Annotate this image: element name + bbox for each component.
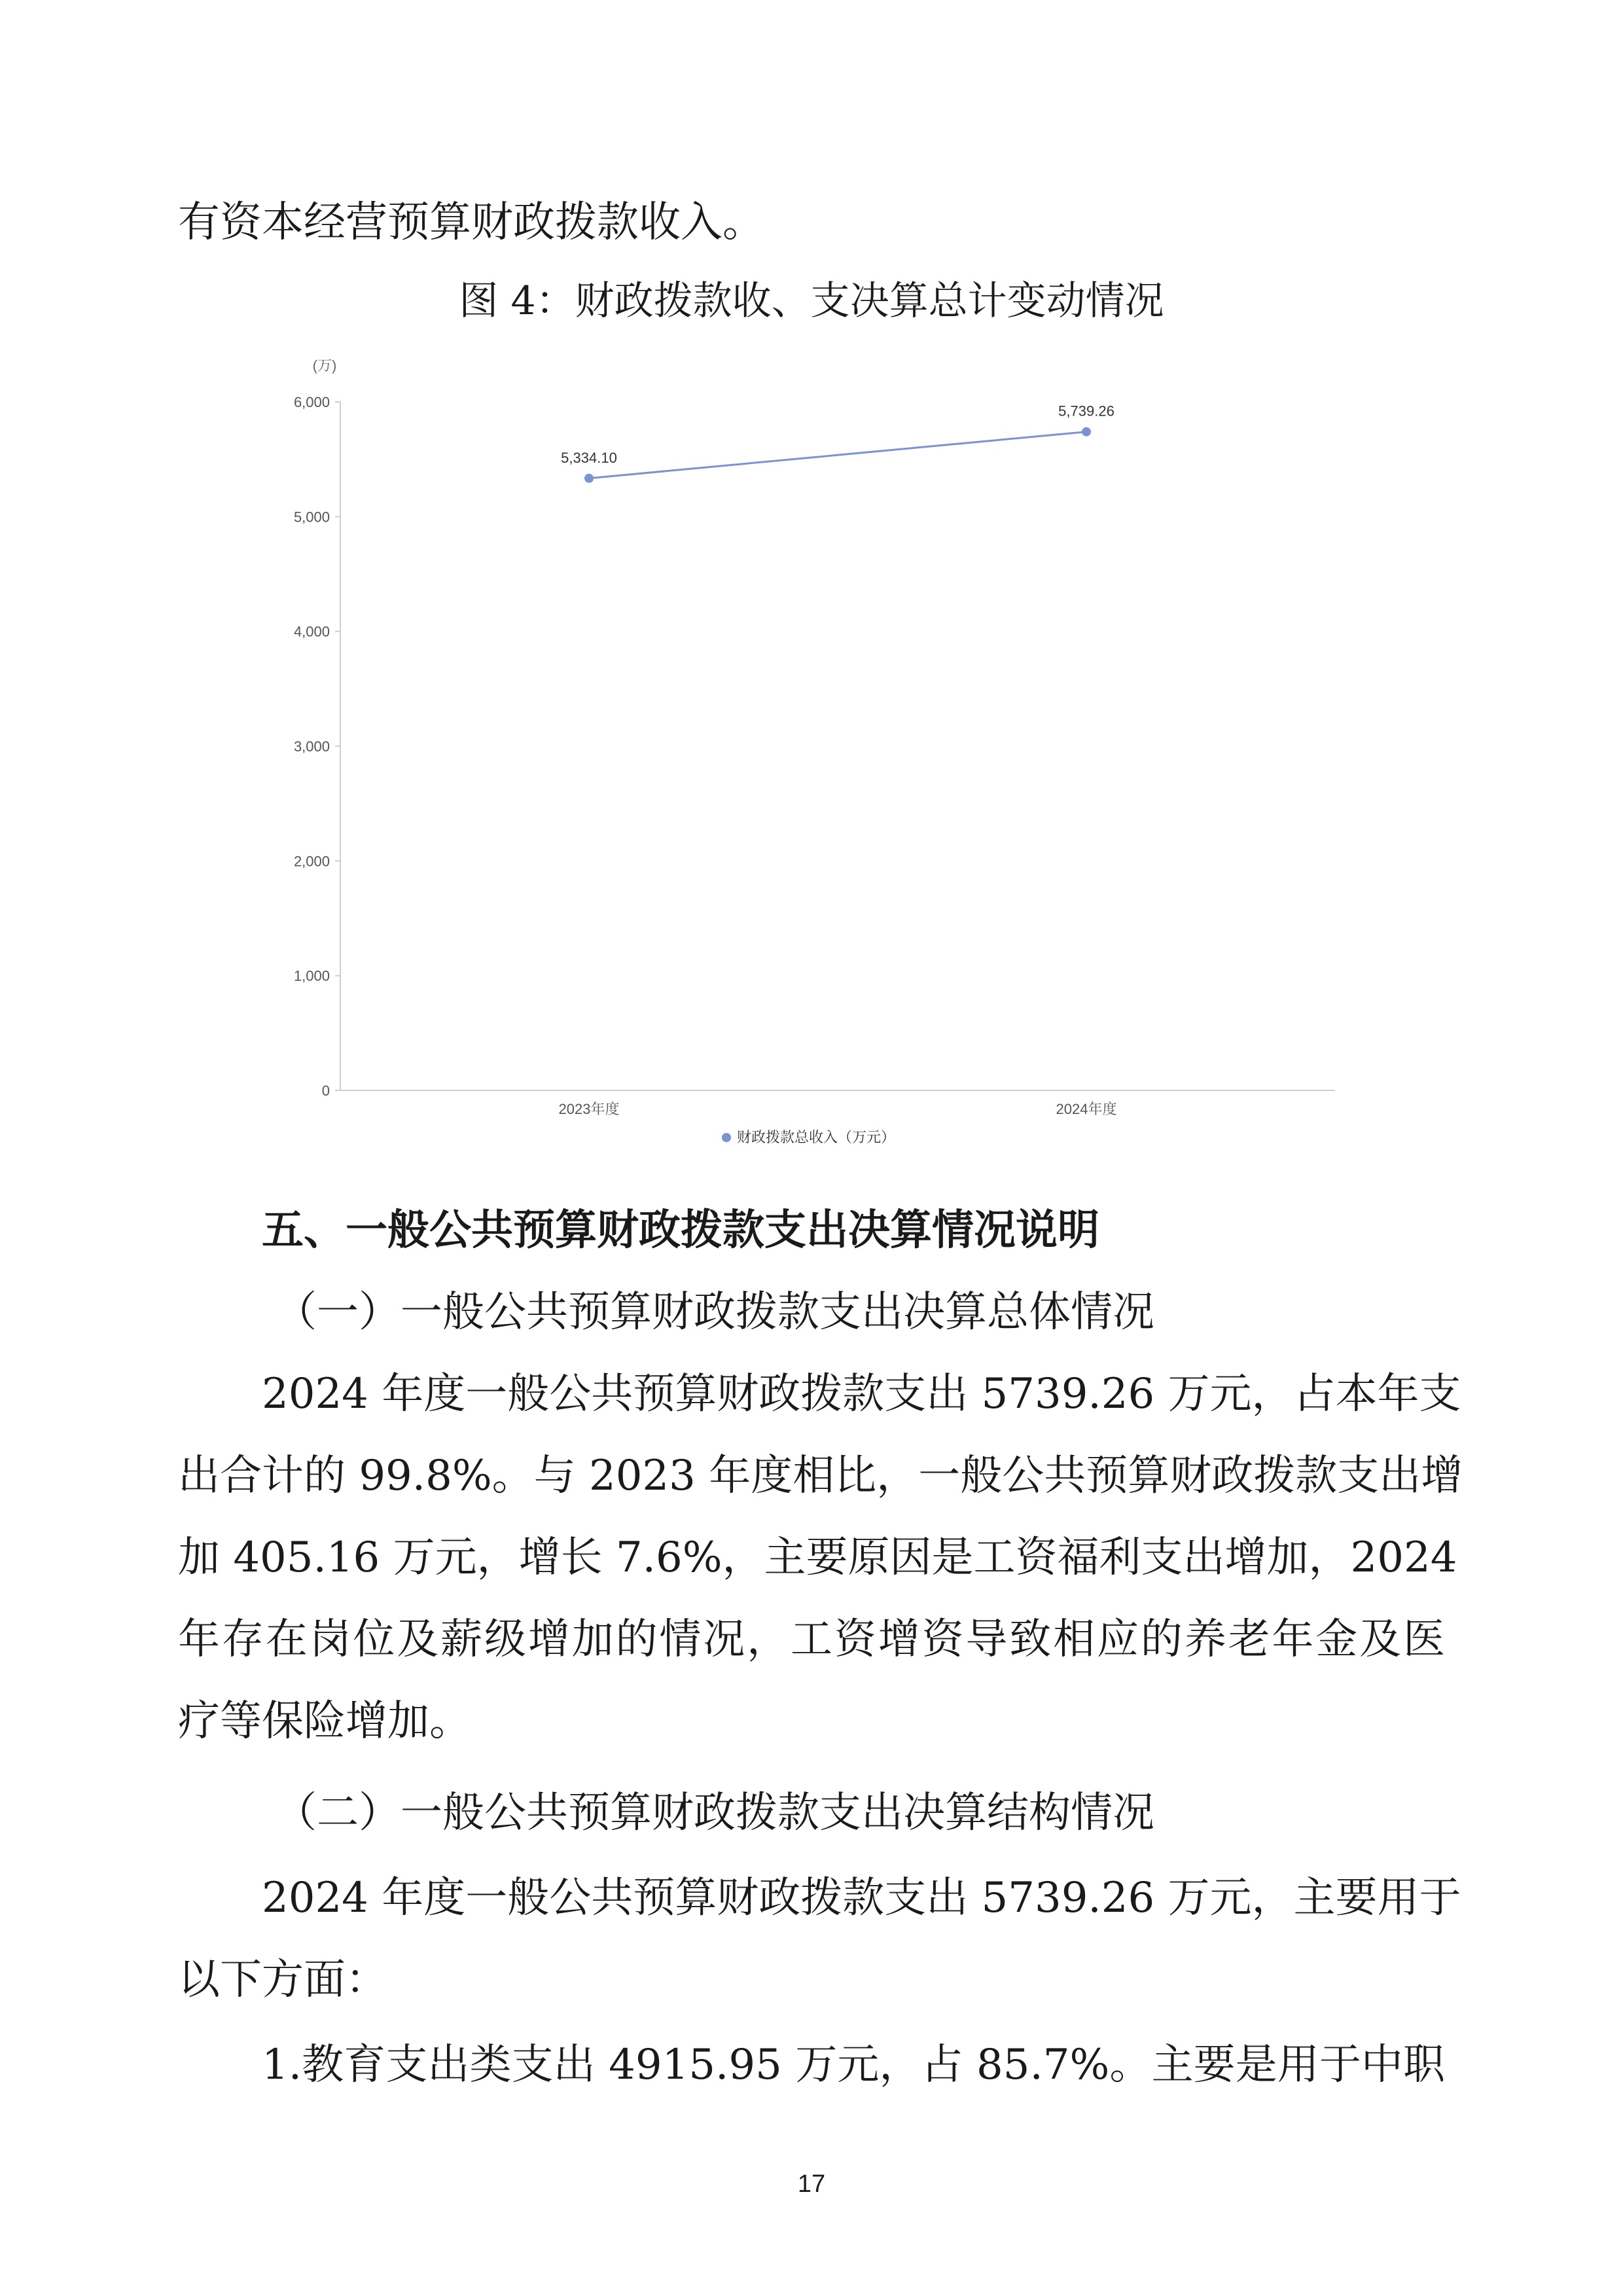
figure-caption: 图 4：财政拨款收、支决算总计变动情况 (459, 278, 1164, 324)
paragraph-2-line-1: 2024 年度一般公共预算财政拨款支出 5739.26 万元，主要用于 (262, 1874, 1461, 1922)
y-tick-label: 6,000 (293, 394, 330, 410)
y-tick-label: 3,000 (293, 738, 330, 755)
section-heading: 五、一般公共预算财政拨款支出决算情况说明 (262, 1206, 1099, 1255)
data-point (584, 474, 594, 483)
chart-legend (722, 1129, 895, 1145)
paragraph-2-line-2: 以下方面： (178, 1956, 387, 2004)
subheading-2: （二）一般公共预算财政拨款支出决算结构情况 (275, 1789, 1154, 1837)
y-tick-label: 1,000 (293, 967, 330, 984)
series-line (589, 432, 1086, 478)
paragraph-1-line-5: 疗等保险增加。 (178, 1697, 471, 1746)
subheading-1: （一）一般公共预算财政拨款支出决算总体情况 (275, 1288, 1154, 1336)
x-axis (559, 1101, 1117, 1117)
y-tick-label: 4,000 (293, 623, 330, 640)
y-tick-label: 5,000 (293, 509, 330, 526)
paragraph-1-line-3: 加 405.16 万元，增长 7.6%，主要原因是工资福利支出增加，2024 (178, 1534, 1457, 1582)
data-point (1082, 427, 1091, 437)
line-chart (275, 353, 1348, 1172)
data-label: 5,739.26 (1058, 403, 1115, 420)
chart-series (561, 403, 1115, 483)
x-tick-label: 2024年度 (1056, 1101, 1117, 1117)
list-item-1: 1.教育支出类支出 4915.95 万元，占 85.7%。主要是用于中职 (262, 2041, 1445, 2089)
legend-label: 财政拨款总收入（万元） (737, 1129, 896, 1145)
legend-marker (722, 1133, 731, 1142)
y-tick-label: 0 (321, 1083, 330, 1099)
intro-line: 有资本经营预算财政拨款收入。 (178, 198, 764, 247)
x-tick-label: 2023年度 (558, 1101, 620, 1117)
y-tick-label: 2,000 (293, 853, 330, 870)
y-axis (294, 357, 1335, 1099)
y-unit-label: (万) (312, 357, 337, 374)
paragraph-1-line-2: 出合计的 99.8%。与 2023 年度相比，一般公共预算财政拨款支出增 (178, 1452, 1463, 1500)
paragraph-1-line-1: 2024 年度一般公共预算财政拨款支出 5739.26 万元，占本年支 (262, 1370, 1461, 1418)
page-number: 17 (797, 2170, 826, 2198)
paragraph-1-line-4: 年存在岗位及薪级增加的情况，工资增资导致相应的养老年金及医 (178, 1615, 1445, 1664)
data-label: 5,334.10 (561, 449, 617, 466)
